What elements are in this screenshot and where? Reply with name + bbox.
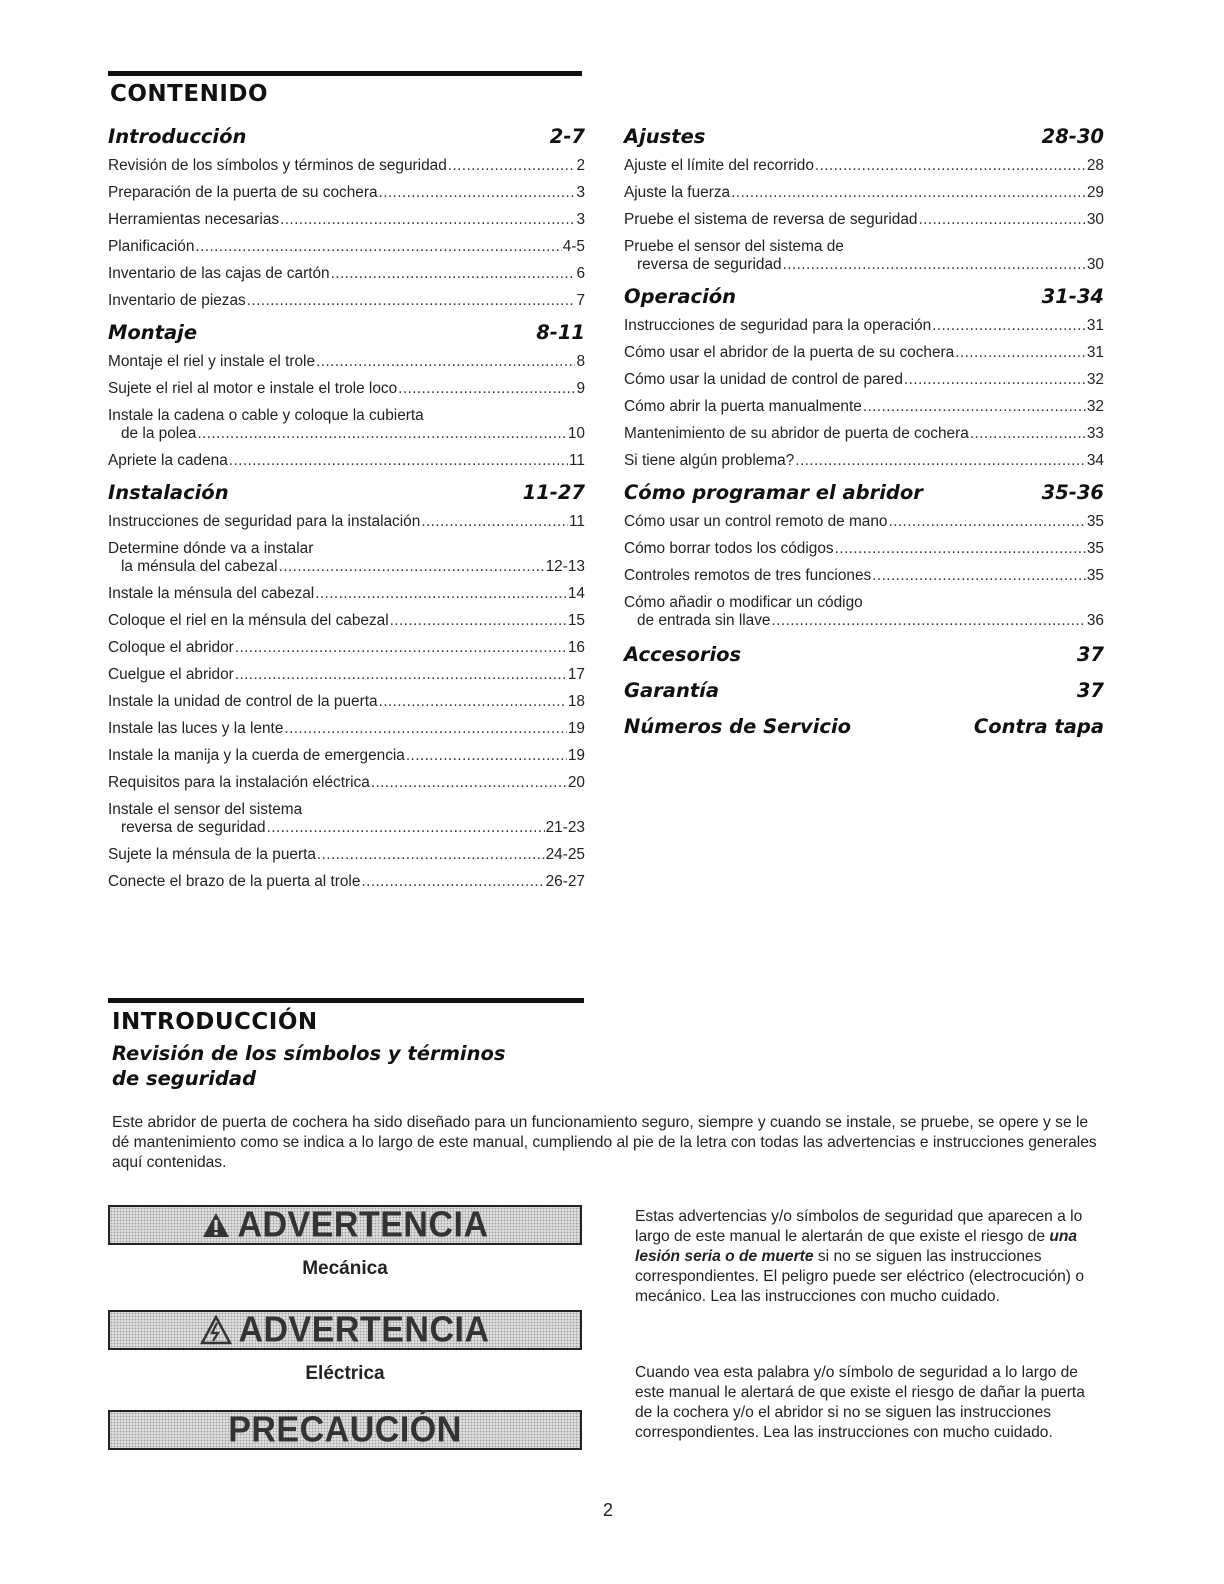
- toc-entry-label: Pruebe el sensor del sistema de: [624, 238, 844, 255]
- toc-entry-page: 29: [1086, 184, 1104, 201]
- intro-subtitle-line2: de seguridad: [112, 1067, 257, 1090]
- toc-section-title: Garantía: [624, 679, 719, 702]
- toc-entry-page: 19: [567, 720, 585, 737]
- toc-section-heading: [108, 318, 585, 348]
- toc-leader-dots: [932, 317, 1086, 335]
- toc-entry-label: Preparación de la puerta de su cochera: [108, 184, 378, 201]
- toc-entry: [624, 589, 1104, 634]
- toc-section-heading: [624, 676, 1104, 706]
- warning-description: [635, 1207, 1105, 1307]
- warning-mechanical-caption: Mecánica: [302, 1258, 388, 1279]
- toc-entry: [624, 535, 1104, 562]
- toc-entry: [624, 366, 1104, 393]
- toc-leader-dots: [815, 157, 1086, 175]
- toc-section-heading: [624, 712, 1104, 742]
- toc-entry: [108, 769, 585, 796]
- toc-entry-label: Inventario de las cajas de cartón: [108, 265, 330, 282]
- toc-leader-dots: [863, 398, 1086, 416]
- toc-entry-page: 35: [1086, 513, 1104, 530]
- toc-entry: [108, 841, 585, 868]
- toc-entry: [108, 348, 585, 375]
- toc-entry-label: Cómo usar la unidad de control de pared: [624, 371, 903, 388]
- toc-entry-label: Mantenimiento de su abridor de puerta de cochera: [624, 425, 969, 442]
- toc-entry-label: Instale la manija y la cuerda de emergencia: [108, 747, 405, 764]
- toc-entry-page: 21-23: [545, 819, 585, 836]
- toc-entry: [108, 260, 585, 287]
- toc-entry-page: 8: [576, 353, 585, 370]
- warning-triangle-icon: [201, 1211, 231, 1239]
- toc-entry: [108, 715, 585, 742]
- toc-entry-label: Si tiene algún problema?: [624, 452, 795, 469]
- toc-entry-page: 31: [1086, 317, 1104, 334]
- toc-leader-dots: [904, 371, 1086, 389]
- toc-entry-label: Instale las luces y la lente: [108, 720, 284, 737]
- toc-entry: [108, 152, 585, 179]
- toc-entry-label-cont: de la polea: [121, 425, 197, 442]
- toc-entry-page: 10: [567, 425, 585, 442]
- toc-entry-page: 19: [567, 747, 585, 764]
- warning-description-end: si no se siguen las instrucciones correspondientes. El peligro puede ser eléctrico (electrocución) o mecánico. Lea las instrucciones con mucho cuidado.: [635, 1248, 1084, 1305]
- toc-entry-label-cont: reversa de seguridad: [121, 819, 266, 836]
- toc-leader-dots: [379, 184, 576, 202]
- toc-leader-dots: [888, 513, 1085, 531]
- toc-leader-dots: [398, 380, 575, 398]
- toc-entry: [108, 661, 585, 688]
- toc-entry-page: 11: [569, 513, 585, 530]
- toc-entry: [108, 287, 585, 314]
- toc-entry-label-cont: de entrada sin llave: [637, 612, 771, 629]
- toc-left-column: [108, 122, 585, 895]
- toc-entry-label: Ajuste el límite del recorrido: [624, 157, 814, 174]
- toc-entry-page: 9: [576, 380, 585, 397]
- warning-description-emphasis: una lesión seria o de muerte: [635, 1228, 1078, 1265]
- toc-section-heading: [108, 122, 585, 152]
- warning-electrical-label: ADVERTENCIA: [238, 1309, 490, 1350]
- warning-electrical-box: [108, 1310, 582, 1350]
- toc-leader-dots: [872, 567, 1086, 585]
- toc-section-title: Montaje: [108, 321, 198, 344]
- warning-description-start: Estas advertencias y/o símbolos de seguridad que aparecen a lo largo de este manual le alertarán de que existe el riesgo de: [635, 1208, 1083, 1245]
- toc-entry-label: Cómo usar el abridor de la puerta de su cochera: [624, 344, 955, 361]
- toc-entry-page: 35: [1086, 540, 1104, 557]
- toc-entry-page: 14: [567, 585, 585, 602]
- toc-leader-dots: [795, 452, 1086, 470]
- toc-entry-label-cont: la ménsula del cabezal: [121, 558, 278, 575]
- toc-section-pages: 37: [1076, 643, 1104, 666]
- toc-entry-label: Instale la ménsula del cabezal: [108, 585, 315, 602]
- toc-section-heading: [624, 640, 1104, 670]
- toc-leader-dots: [371, 774, 567, 792]
- toc-section-heading: [624, 282, 1104, 312]
- toc-entry: [108, 179, 585, 206]
- toc-entry-label: Controles remotos de tres funciones: [624, 567, 872, 584]
- toc-entry-label: Revisión de los símbolos y términos de seguridad: [108, 157, 447, 174]
- toc-leader-dots: [331, 265, 576, 283]
- toc-leader-dots: [229, 452, 568, 470]
- toc-leader-dots: [771, 612, 1085, 630]
- toc-entry: [108, 535, 585, 580]
- toc-entry-line2: [108, 819, 585, 837]
- intro-subtitle: [112, 1041, 505, 1091]
- toc-entry-page: 4-5: [562, 238, 585, 255]
- toc-entry-label: Cómo añadir o modificar un código: [624, 594, 863, 611]
- toc-entry-line2: [624, 256, 1104, 274]
- toc-entry-page: 11: [569, 452, 585, 469]
- toc-entry-label: Ajuste la fuerza: [624, 184, 731, 201]
- toc-section-title: Cómo programar el abridor: [624, 481, 923, 504]
- toc-entry-page: 16: [567, 639, 585, 656]
- toc-leader-dots: [970, 425, 1086, 443]
- toc-section-pages: 31-34: [1041, 285, 1104, 308]
- toc-entry-line2: [108, 425, 585, 443]
- toc-entry-label: Coloque el riel en la ménsula del cabezal: [108, 612, 389, 629]
- toc-entry-label: Pruebe el sistema de reversa de seguridad: [624, 211, 918, 228]
- toc-entry-label: Instrucciones de seguridad para la instalación: [108, 513, 421, 530]
- toc-entry-page: 17: [567, 666, 585, 683]
- toc-entry-page: 28: [1086, 157, 1104, 174]
- electrical-hazard-icon: [200, 1315, 232, 1345]
- toc-leader-dots: [280, 211, 575, 229]
- toc-entry: [108, 634, 585, 661]
- toc-leader-dots: [406, 747, 567, 765]
- toc-entry-label: Cuelgue el abridor: [108, 666, 234, 683]
- toc-entry-label: Sujete el riel al motor e instale el trole loco: [108, 380, 398, 397]
- toc-entry-label: Planificación: [108, 238, 195, 255]
- toc-entry: [108, 868, 585, 895]
- intro-title: INTRODUCCIÓN: [112, 1009, 318, 1035]
- toc-entry-page: 30: [1086, 211, 1104, 228]
- toc-section-pages: Contra tapa: [973, 715, 1104, 738]
- toc-entry: [624, 562, 1104, 589]
- toc-entry-page: 3: [576, 211, 585, 228]
- toc-leader-dots: [361, 873, 544, 891]
- toc-entry-page: 6: [576, 265, 585, 282]
- toc-leader-dots: [918, 211, 1085, 229]
- intro-subtitle-line1: Revisión de los símbolos y términos: [112, 1042, 506, 1065]
- toc-leader-dots: [317, 846, 545, 864]
- toc-entry-page: 7: [576, 292, 585, 309]
- toc-section-pages: 28-30: [1041, 125, 1104, 148]
- toc-entry-label: Inventario de piezas: [108, 292, 246, 309]
- toc-section-title: Accesorios: [624, 643, 742, 666]
- toc-leader-dots: [379, 693, 567, 711]
- toc-leader-dots: [421, 513, 568, 531]
- toc-leader-dots: [279, 558, 545, 576]
- toc-leader-dots: [284, 720, 566, 738]
- toc-entry-page: 20: [567, 774, 585, 791]
- toc-entry-page: 32: [1086, 398, 1104, 415]
- toc-leader-dots: [448, 157, 576, 175]
- toc-entry-page: 26-27: [545, 873, 585, 890]
- toc-entry: [624, 312, 1104, 339]
- toc-entry: [624, 508, 1104, 535]
- toc-section-pages: 2-7: [549, 125, 585, 148]
- toc-entry-label: Sujete la ménsula de la puerta: [108, 846, 316, 863]
- toc-entry: [108, 206, 585, 233]
- toc-entry: [624, 447, 1104, 474]
- toc-entry: [108, 796, 585, 841]
- toc-entry-label: Instrucciones de seguridad para la operación: [624, 317, 932, 334]
- toc-section-title: Ajustes: [624, 125, 706, 148]
- toc-entry-label: Determine dónde va a instalar: [108, 540, 314, 557]
- toc-entry: [624, 339, 1104, 366]
- toc-entry-label: Requisitos para la instalación eléctrica: [108, 774, 370, 791]
- toc-entry-line2: [108, 558, 585, 576]
- toc-right-column: [624, 122, 1104, 742]
- toc-leader-dots: [247, 292, 576, 310]
- toc-section-pages: 35-36: [1041, 481, 1104, 504]
- toc-leader-dots: [195, 238, 561, 256]
- toc-section-title: Introducción: [108, 125, 247, 148]
- toc-entry: [624, 206, 1104, 233]
- toc-entry-page: 2: [576, 157, 585, 174]
- toc-entry-page: 31: [1086, 344, 1104, 361]
- toc-section-pages: 11-27: [522, 481, 585, 504]
- toc-entry: [108, 580, 585, 607]
- toc-entry-label: Instale la unidad de control de la puerta: [108, 693, 378, 710]
- toc-entry: [624, 152, 1104, 179]
- toc-leader-dots: [731, 184, 1086, 202]
- toc-entry: [108, 447, 585, 474]
- toc-entry: [624, 233, 1104, 278]
- toc-entry-page: 24-25: [545, 846, 585, 863]
- toc-leader-dots: [316, 353, 575, 371]
- toc-section-heading: [108, 478, 585, 508]
- toc-section-title: Operación: [624, 285, 737, 308]
- toc-leader-dots: [315, 585, 567, 603]
- toc-entry-page: 33: [1086, 425, 1104, 442]
- intro-paragraph: Este abridor de puerta de cochera ha sido diseñado para un funcionamiento seguro, siempre y cuando se instale, se pruebe, se opere y se le dé mantenimiento como se indica a lo largo de este manual, cumpliendo al pie de la letra con todas las advertencias e instrucciones generales aquí contenidas.: [112, 1114, 1097, 1171]
- toc-section-heading: [624, 478, 1104, 508]
- toc-entry: [108, 375, 585, 402]
- toc-entry: [108, 607, 585, 634]
- toc-leader-dots: [783, 256, 1086, 274]
- toc-entry: [108, 742, 585, 769]
- toc-leader-dots: [267, 819, 545, 837]
- warning-mechanical-box: [108, 1205, 582, 1245]
- toc-entry-line2: [624, 612, 1104, 630]
- toc-entry: [108, 688, 585, 715]
- toc-leader-dots: [235, 666, 567, 684]
- toc-entry: [108, 233, 585, 260]
- caution-box: [108, 1410, 582, 1450]
- toc-entry: [624, 179, 1104, 206]
- toc-entry-page: 3: [576, 184, 585, 201]
- toc-entry-label: Montaje el riel y instale el trole: [108, 353, 316, 370]
- toc-entry-page: 32: [1086, 371, 1104, 388]
- toc-entry-label: Instale el sensor del sistema: [108, 801, 303, 818]
- toc-leader-dots: [955, 344, 1086, 362]
- toc-entry-page: 36: [1086, 612, 1104, 629]
- toc-entry-label: Cómo abrir la puerta manualmente: [624, 398, 862, 415]
- toc-leader-dots: [235, 639, 567, 657]
- toc-entry-page: 12-13: [545, 558, 585, 575]
- toc-section-pages: 37: [1076, 679, 1104, 702]
- toc-leader-dots: [390, 612, 567, 630]
- toc-entry-page: 30: [1086, 256, 1104, 273]
- toc-top-rule: [108, 71, 582, 76]
- warning-electrical-caption: Eléctrica: [305, 1363, 385, 1384]
- toc-entry-label: Cómo usar un control remoto de mano: [624, 513, 888, 530]
- toc-entry: [108, 508, 585, 535]
- warning-mechanical-label: ADVERTENCIA: [237, 1204, 489, 1245]
- toc-entry: [108, 402, 585, 447]
- toc-entry: [624, 420, 1104, 447]
- toc-entry-page: 18: [567, 693, 585, 710]
- toc-section-title: Números de Servicio: [624, 715, 852, 738]
- toc-entry-label-cont: reversa de seguridad: [637, 256, 782, 273]
- toc-entry-label: Coloque el abridor: [108, 639, 234, 656]
- toc-title: CONTENIDO: [110, 81, 269, 107]
- toc-section-heading: [624, 122, 1104, 152]
- toc-entry-label: Herramientas necesarias: [108, 211, 280, 228]
- toc-entry-page: 35: [1086, 567, 1104, 584]
- page-number: 2: [603, 1500, 614, 1520]
- toc-section-title: Instalación: [108, 481, 229, 504]
- toc-entry-label: Instale la cadena o cable y coloque la cubierta: [108, 407, 424, 424]
- toc-entry-label: Cómo borrar todos los códigos: [624, 540, 834, 557]
- toc-leader-dots: [197, 425, 567, 443]
- intro-top-rule: [108, 998, 584, 1003]
- caution-label: PRECAUCIÓN: [228, 1409, 462, 1450]
- toc-entry: [624, 393, 1104, 420]
- toc-entry-label: Conecte el brazo de la puerta al trole: [108, 873, 361, 890]
- toc-entry-page: 34: [1086, 452, 1104, 469]
- toc-leader-dots: [835, 540, 1086, 558]
- caution-description: Cuando vea esta palabra y/o símbolo de seguridad a lo largo de este manual le alertará de que existe el riesgo de dañar la puerta de la cochera y/o el abridor si no se siguen las instrucciones correspondientes. Lea las instrucciones con mucho cuidado.: [635, 1364, 1085, 1441]
- toc-section-pages: 8-11: [536, 321, 585, 344]
- toc-entry-label: Apriete la cadena: [108, 452, 228, 469]
- toc-entry-page: 15: [567, 612, 585, 629]
